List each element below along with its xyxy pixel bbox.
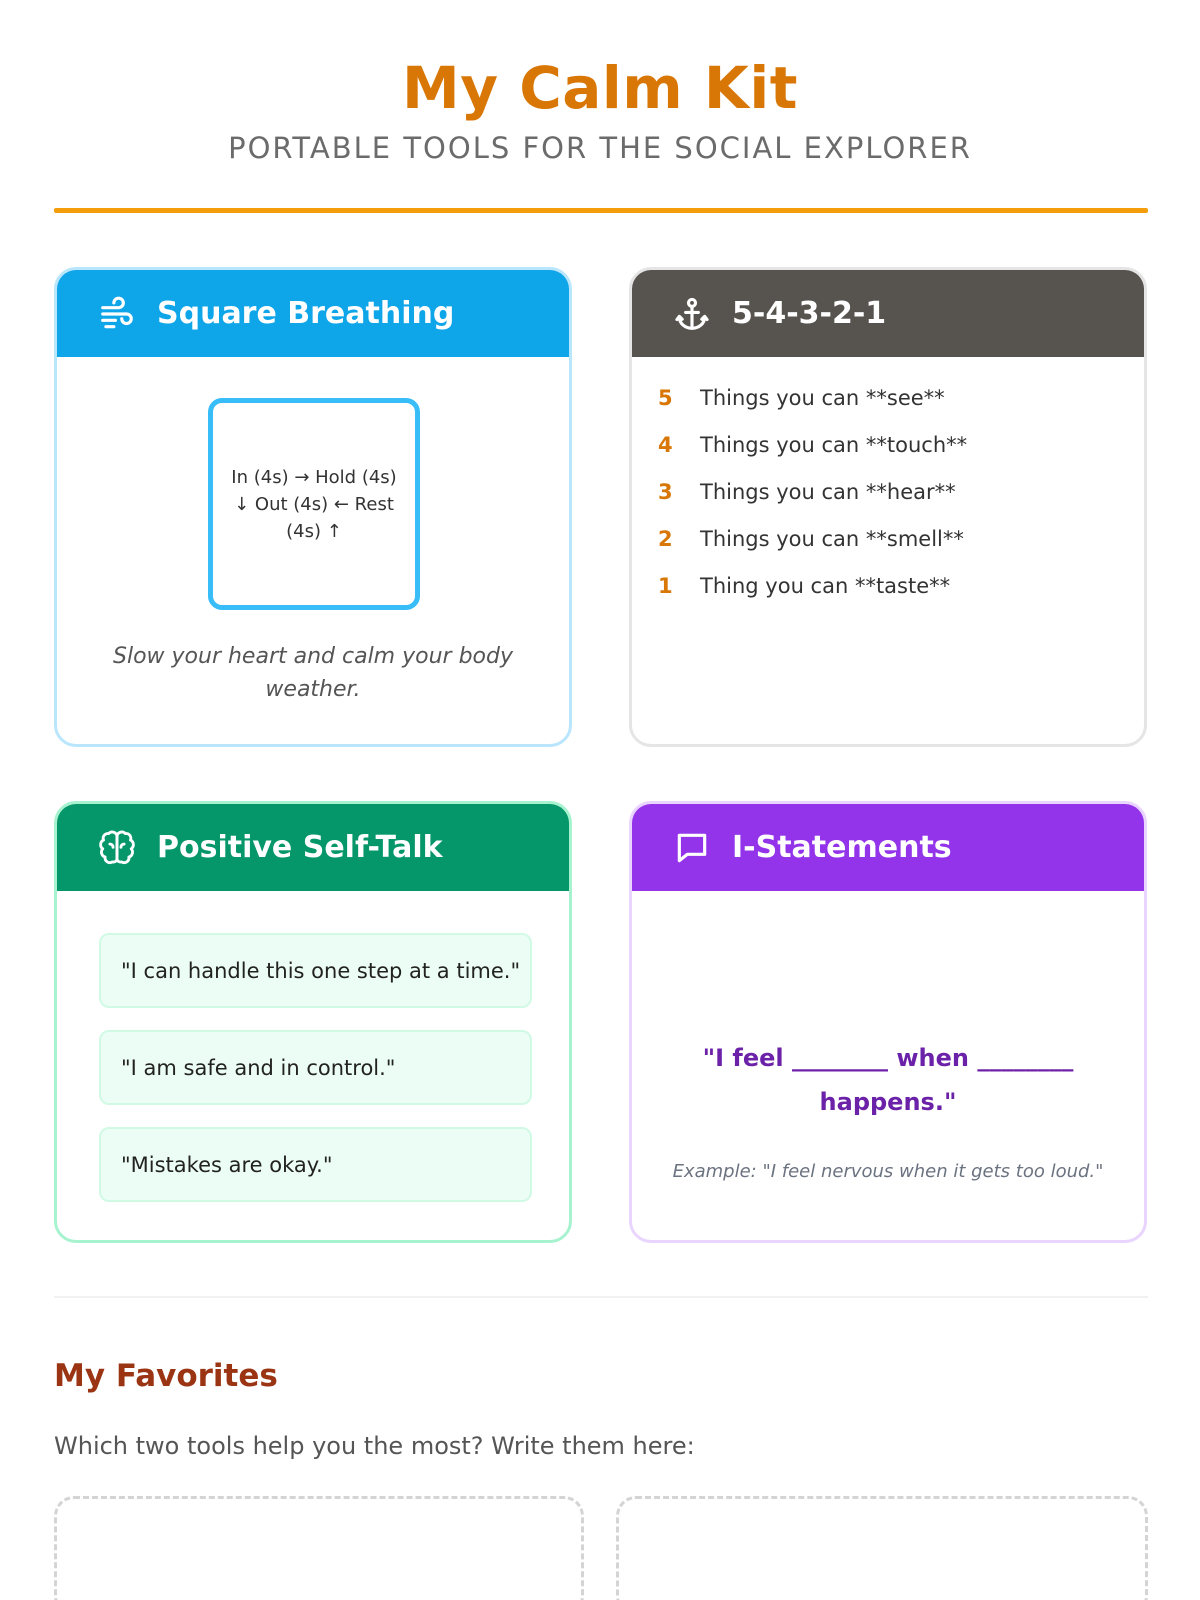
breathing-steps: In (4s) → Hold (4s) ↓ Out (4s) ← Rest (4s) ↑	[231, 466, 397, 542]
card-title: I-Statements	[732, 829, 952, 865]
speech-bubble-icon	[672, 828, 712, 868]
card-header	[57, 804, 569, 891]
list-item	[658, 480, 967, 527]
card-header	[57, 270, 569, 357]
self-talk-item: "Mistakes are okay."	[99, 1127, 532, 1202]
page-header	[0, 52, 1200, 166]
item-text: Thing you can **taste**	[700, 574, 951, 598]
favorite-tool-2-field[interactable]	[616, 1496, 1148, 1600]
favorites-prompt: Which two tools help you the most? Write them here:	[54, 1432, 695, 1460]
item-text: Things you can **smell**	[700, 527, 964, 551]
list-item	[658, 386, 967, 433]
grounding-card	[629, 267, 1147, 747]
item-number: 2	[658, 527, 673, 551]
card-title: Square Breathing	[157, 295, 455, 331]
item-number: 3	[658, 480, 673, 504]
item-text: Things you can **hear**	[700, 480, 956, 504]
item-number: 1	[658, 574, 673, 598]
card-title: Positive Self-Talk	[157, 829, 443, 865]
self-talk-item: "I am safe and in control."	[99, 1030, 532, 1105]
page-title: My Calm Kit	[402, 54, 798, 122]
item-text: Things you can **touch**	[700, 433, 968, 457]
i-statements-card	[629, 801, 1147, 1243]
square-breathing-card	[54, 267, 572, 747]
self-talk-list	[99, 933, 532, 1224]
self-talk-item: "I can handle this one step at a time."	[99, 933, 532, 1008]
item-number: 5	[658, 386, 673, 410]
list-item	[658, 527, 967, 574]
list-item	[658, 433, 967, 480]
i-statement-example: Example: "I feel nervous when it gets too loud."	[672, 1161, 1104, 1182]
item-number: 4	[658, 433, 673, 457]
page-subtitle: PORTABLE TOOLS FOR THE SOCIAL EXPLORER	[228, 131, 972, 165]
card-header	[632, 804, 1144, 891]
positive-self-talk-card	[54, 801, 572, 1243]
breathing-caption: Slow your heart and calm your body weather.	[113, 644, 513, 702]
brain-icon	[97, 828, 137, 868]
item-text: Things you can **see**	[700, 386, 945, 410]
breathing-square	[208, 398, 420, 610]
wind-icon	[97, 294, 137, 334]
i-statement-template: "I feel ________ when ________ happens."	[702, 1044, 1074, 1116]
list-item	[658, 574, 967, 621]
favorite-tool-1-field[interactable]	[54, 1496, 584, 1600]
grounding-list	[658, 386, 967, 621]
card-header	[632, 270, 1144, 357]
favorites-title: My Favorites	[54, 1358, 278, 1394]
card-title: 5-4-3-2-1	[732, 295, 887, 331]
anchor-icon	[672, 294, 712, 334]
section-divider	[54, 1296, 1148, 1298]
header-divider	[54, 208, 1148, 213]
